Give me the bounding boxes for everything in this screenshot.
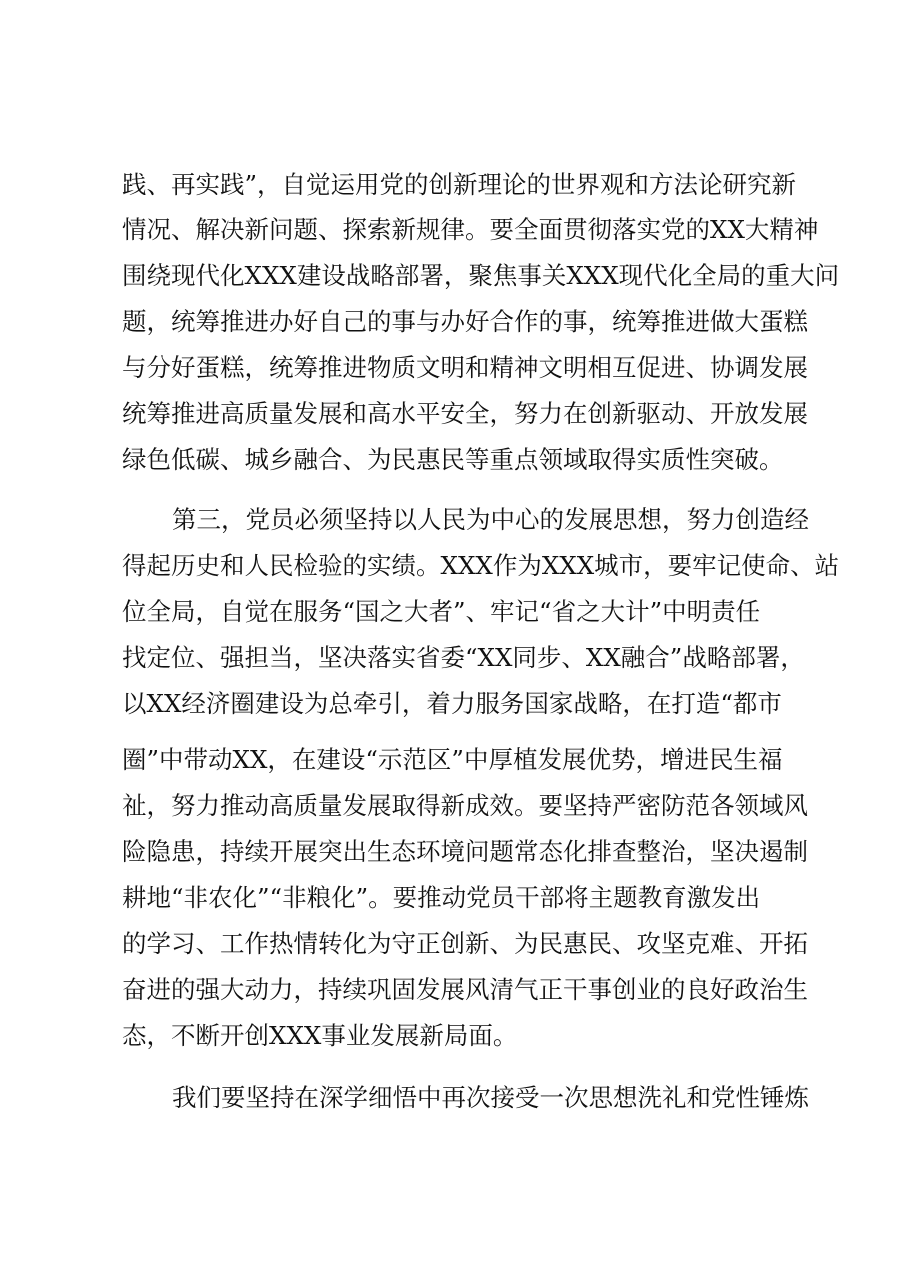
text-line: 圈”中带动XX，在建设“示范区”中厚植发展优势，增进民生福 (122, 745, 783, 774)
text-line: 与分好蛋糕，统筹推进物质文明和精神文明相互促进、协调发展 (122, 353, 808, 382)
text-line: 险隐患，持续开展突出生态环境问题常态化排查整治，坚决遏制 (122, 837, 808, 866)
paragraph-first-line: 第三，党员必须坚持以人民为中心的发展思想，努力创造经 (172, 505, 809, 534)
text-line: 情况、解决新问题、探索新规律。要全面贯彻落实党的XX大精神 (122, 215, 819, 244)
text-line: 题，统筹推进办好自己的事与办好合作的事，统筹推进做大蛋糕 (122, 307, 808, 336)
text-line: 态，不断开创XXX事业发展新局面。 (122, 1021, 518, 1050)
text-line: 祉，努力推动高质量发展取得新成效。要坚持严密防范各领域风 (122, 791, 808, 820)
text-line: 践、再实践”，自觉运用党的创新理论的世界观和方法论研究新 (122, 170, 797, 199)
text-line: 绿色低碳、城乡融合、为民惠民等重点领域取得实质性突破。 (122, 445, 784, 474)
text-line: 的学习、工作热情转化为守正创新、为民惠民、攻坚克难、开拓 (122, 929, 808, 958)
text-line: 统筹推进高质量发展和高水平安全，努力在创新驱动、开放发展 (122, 399, 808, 428)
text-line: 找定位、强担当，坚决落实省委“XX同步、XX融合”战略部署， (122, 643, 805, 672)
text-line: 位全局，自觉在服务“国之大者”、牢记“省之大计”中明责任 (122, 597, 761, 626)
paragraph-first-line: 我们要坚持在深学细悟中再次接受一次思想洗礼和党性锤炼 (172, 1083, 809, 1112)
text-line: 耕地“非农化”“非粮化”。要推动党员干部将主题教育激发出 (122, 883, 761, 912)
text-line: 以XX经济圈建设为总牵引，着力服务国家战略，在打造“都市 (122, 689, 782, 718)
text-line: 奋进的强大动力，持续巩固发展风清气正干事创业的良好政治生 (122, 975, 808, 1004)
text-line: 围绕现代化XXX建设战略部署，聚焦事关XXX现代化全局的重大问 (122, 261, 840, 290)
text-line: 得起历史和人民检验的实绩。XXX作为XXX城市，要牢记使命、站 (122, 551, 840, 580)
